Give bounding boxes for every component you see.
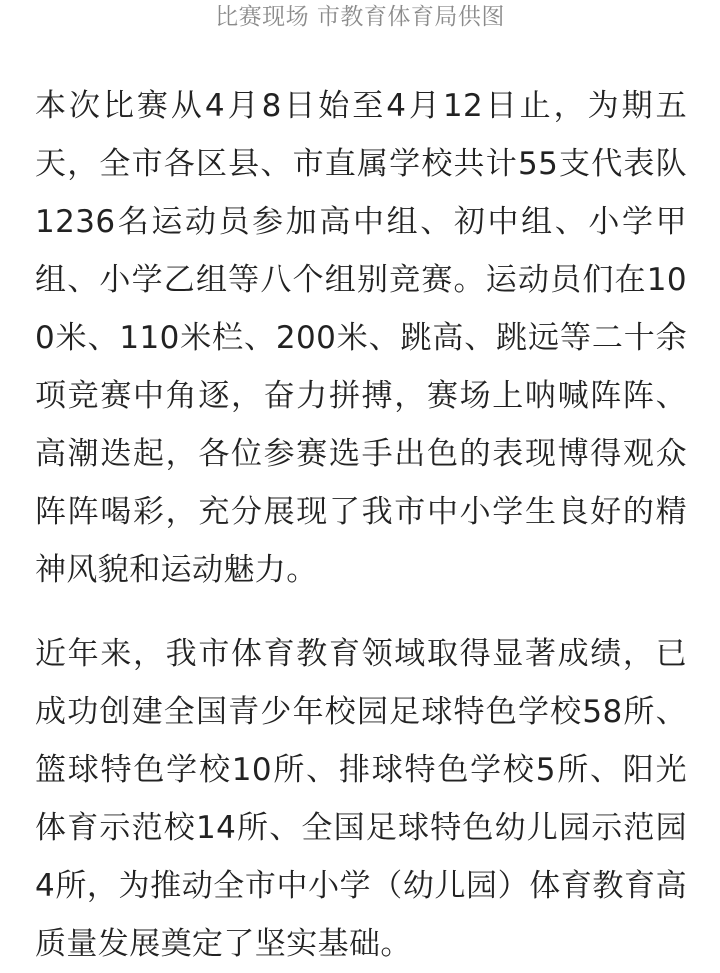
article-paragraph-2: 近年来，我市体育教育领域取得显著成绩，已成功创建全国青少年校园足球特色学校58所、篮球特色学校10所、排球特色学校5所、阳光体育示范校14所、全国足球特色幼儿园示范园4所，为推动全市中小学（幼儿园）体育教育高质量发展奠定了坚实基础。 bbox=[35, 636, 687, 962]
image-caption: 比赛现场 市教育体育局供图 bbox=[215, 4, 505, 30]
article-paragraph-1: 本次比赛从4月8日始至4月12日止，为期五天，全市各区县、市直属学校共计55支代表队1236名运动员参加高中组、初中组、小学甲组、小学乙组等八个组别竞赛。运动员们在100米、110米栏、200米、跳高、跳远等二十余项竞赛中角逐，奋力拼搏，赛场上呐喊阵阵、高潮迭起，各位参赛选手出色的表现博得观众阵阵喝彩，充分展现了我市中小学生良好的精神风貌和运动魅力。 bbox=[35, 88, 687, 588]
article-body bbox=[35, 77, 687, 973]
